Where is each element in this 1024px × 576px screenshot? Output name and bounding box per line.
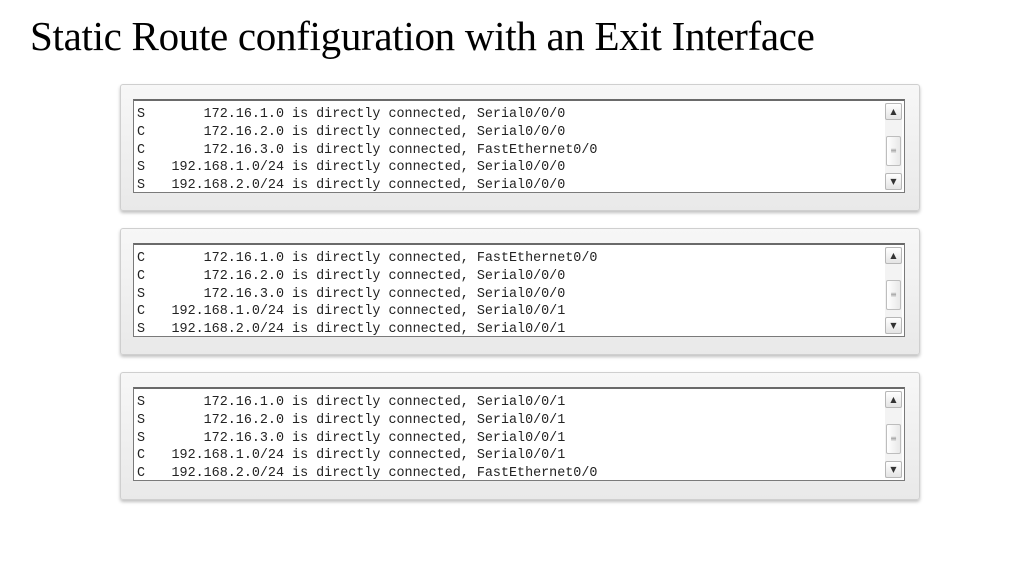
- scroll-thumb[interactable]: ≡: [886, 280, 901, 310]
- route-detail: is directly connected, FastEthernet0/0: [284, 251, 598, 266]
- vertical-scrollbar[interactable]: [885, 391, 902, 478]
- scroll-up-arrow-icon[interactable]: ▲: [885, 247, 902, 264]
- route-code: S: [137, 178, 146, 194]
- vertical-scrollbar[interactable]: [885, 103, 902, 190]
- route-line: [137, 412, 597, 430]
- scroll-thumb[interactable]: ≡: [886, 136, 901, 166]
- route-lines-2: [137, 250, 597, 339]
- route-network: 172.16.1.0: [203, 251, 284, 266]
- route-code: C: [137, 448, 146, 464]
- route-code: S: [137, 160, 146, 176]
- route-line: [137, 447, 597, 465]
- route-detail: is directly connected, Serial0/0/0: [284, 268, 566, 284]
- route-detail: is directly connected, Serial0/0/1: [284, 322, 566, 338]
- route-detail: is directly connected, Serial0/0/1: [284, 395, 566, 410]
- route-detail: is directly connected, Serial0/0/0: [284, 178, 566, 194]
- route-network: 172.16.3.0: [203, 286, 284, 302]
- terminal-output-3[interactable]: [133, 387, 905, 481]
- route-detail: is directly connected, FastEthernet0/0: [284, 466, 598, 482]
- route-detail: is directly connected, Serial0/0/1: [284, 448, 566, 464]
- route-code: S: [137, 286, 146, 302]
- route-network: 192.168.1.0/24: [171, 160, 284, 176]
- scroll-down-arrow-icon[interactable]: ▼: [885, 173, 902, 190]
- route-code: C: [137, 251, 146, 266]
- route-code: C: [137, 124, 146, 140]
- route-line: [137, 250, 597, 268]
- route-network: 192.168.2.0/24: [171, 466, 284, 482]
- route-detail: is directly connected, Serial0/0/1: [284, 430, 566, 446]
- route-line: [137, 394, 597, 412]
- route-line: [137, 106, 597, 124]
- route-network: 172.16.1.0: [203, 107, 284, 122]
- route-detail: is directly connected, FastEthernet0/0: [284, 142, 598, 158]
- route-detail: is directly connected, Serial0/0/0: [284, 160, 566, 176]
- route-line: [137, 286, 597, 304]
- route-code: C: [137, 304, 146, 320]
- route-network: 172.16.2.0: [203, 124, 284, 140]
- route-code: S: [137, 107, 146, 122]
- route-code: S: [137, 430, 146, 446]
- route-network: 172.16.2.0: [203, 268, 284, 284]
- route-network: 172.16.2.0: [203, 412, 284, 428]
- route-network: 192.168.2.0/24: [171, 322, 284, 338]
- route-line: [137, 321, 597, 339]
- route-code: C: [137, 466, 146, 482]
- scroll-down-arrow-icon[interactable]: ▼: [885, 461, 902, 478]
- terminal-output-2[interactable]: [133, 243, 905, 337]
- route-code: S: [137, 412, 146, 428]
- vertical-scrollbar[interactable]: [885, 247, 902, 334]
- route-line: [137, 142, 597, 160]
- route-code: S: [137, 395, 146, 410]
- route-line: [137, 465, 597, 483]
- route-detail: is directly connected, Serial0/0/0: [284, 124, 566, 140]
- slide-title: Static Route configuration with an Exit Interface: [30, 13, 815, 59]
- route-line: [137, 268, 597, 286]
- route-network: 192.168.1.0/24: [171, 448, 284, 464]
- route-network: 172.16.1.0: [203, 395, 284, 410]
- route-detail: is directly connected, Serial0/0/0: [284, 107, 566, 122]
- scroll-up-arrow-icon[interactable]: ▲: [885, 103, 902, 120]
- route-line: [137, 177, 597, 195]
- router-output-panel-2: [120, 228, 920, 355]
- route-line: [137, 303, 597, 321]
- route-code: C: [137, 268, 146, 284]
- route-code: C: [137, 142, 146, 158]
- route-network: 172.16.3.0: [203, 430, 284, 446]
- router-output-panel-1: [120, 84, 920, 211]
- route-detail: is directly connected, Serial0/0/1: [284, 412, 566, 428]
- route-line: [137, 159, 597, 177]
- route-network: 192.168.2.0/24: [171, 178, 284, 194]
- terminal-output-1[interactable]: [133, 99, 905, 193]
- scroll-down-arrow-icon[interactable]: ▼: [885, 317, 902, 334]
- route-detail: is directly connected, Serial0/0/0: [284, 286, 566, 302]
- route-lines-3: [137, 394, 597, 483]
- scroll-up-arrow-icon[interactable]: ▲: [885, 391, 902, 408]
- route-network: 192.168.1.0/24: [171, 304, 284, 320]
- scroll-thumb[interactable]: ≡: [886, 424, 901, 454]
- route-detail: is directly connected, Serial0/0/1: [284, 304, 566, 320]
- route-code: S: [137, 322, 146, 338]
- route-network: 172.16.3.0: [203, 142, 284, 158]
- route-line: [137, 430, 597, 448]
- route-line: [137, 124, 597, 142]
- router-output-panel-3: [120, 372, 920, 500]
- route-lines-1: [137, 106, 597, 195]
